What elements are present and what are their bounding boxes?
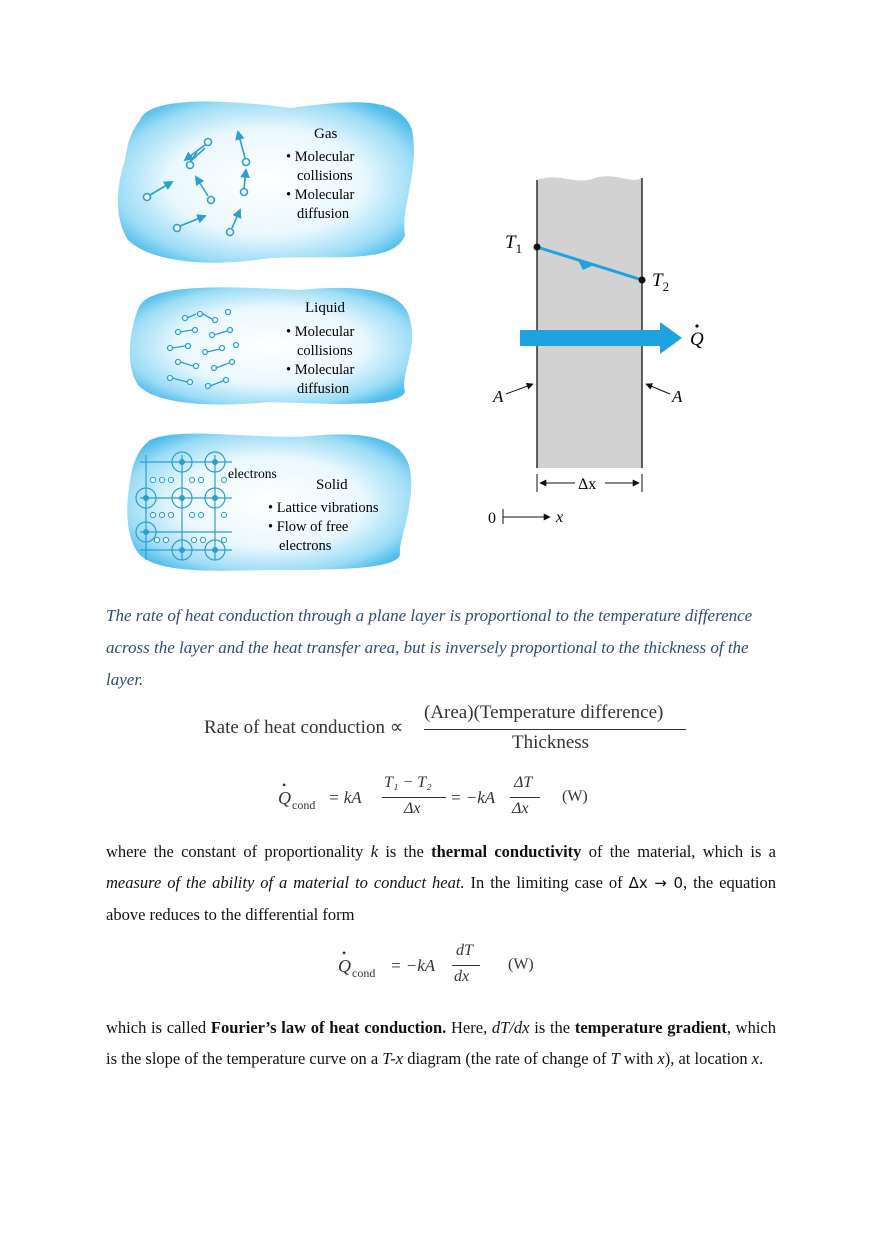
- eq2-eq-a: = kA: [328, 788, 362, 807]
- eq2-unit: (W): [562, 788, 588, 805]
- liquid-bullet-3: • Molecular: [286, 362, 355, 378]
- solid-electrons-label: electrons: [228, 466, 277, 481]
- eq3-num: dT: [456, 942, 473, 959]
- gas-blob: [118, 101, 414, 262]
- solid-bullet-2: • Flow of free: [268, 519, 349, 535]
- liquid-title: Liquid: [305, 300, 345, 316]
- term-fourier-law: Fourier’s law of heat conduction.: [210, 1018, 447, 1037]
- eq2-frac2-num: ΔT: [514, 774, 533, 791]
- gas-bullet-2: collisions: [297, 168, 353, 184]
- definition-thermal-conductivity: measure of the ability of a material to conduct heat.: [106, 873, 465, 892]
- heat-conduction-figure: [0, 0, 880, 600]
- plane-wall-diagram: [488, 176, 704, 527]
- q-dot-label: Q: [690, 329, 704, 350]
- symbol-k: k: [370, 842, 379, 861]
- gas-bullet-4: diffusion: [297, 206, 350, 222]
- area-label-right: A: [672, 387, 683, 406]
- eq2-q-sub: cond: [292, 798, 316, 812]
- equation-fourier-law: • Q cond = −kA dT dx (W): [338, 942, 534, 985]
- solid-bullet-1: • Lattice vibrations: [268, 500, 379, 516]
- area-label-left: A: [493, 387, 504, 406]
- liquid-bullet-1: • Molecular: [286, 324, 355, 340]
- equation-conduction-rate: • Q cond = kA T₁ − T₂ Δx = −kA ΔT Δx (W): [278, 774, 588, 817]
- solid-bullet-3: electrons: [279, 538, 332, 554]
- origin-label: 0: [488, 510, 496, 527]
- eq1-numerator: (Area)(Temperature difference): [424, 702, 664, 723]
- solid-title: Solid: [316, 477, 348, 493]
- term-thermal-conductivity: thermal conductivity: [431, 842, 582, 861]
- wall-slab: [537, 176, 642, 468]
- gas-panel: [118, 101, 414, 262]
- liquid-bullet-4: diffusion: [297, 381, 350, 397]
- gas-bullet-3: • Molecular: [286, 187, 355, 203]
- gas-bullet-1: • Molecular: [286, 149, 355, 165]
- eq2-frac1-den: Δx: [404, 800, 421, 817]
- eq2-frac1-num: T₁ − T₂: [384, 774, 432, 791]
- eq2-frac2-den: Δx: [512, 800, 529, 817]
- term-temperature-gradient: temperature gradient: [574, 1018, 727, 1037]
- eq1-fraction-bar: [424, 729, 686, 730]
- eq3-q: Q: [338, 956, 351, 976]
- limit-expression: Δx → 0: [628, 874, 683, 892]
- t1-label: $T_1$: [505, 232, 523, 256]
- eq3-q-sub: cond: [352, 966, 376, 980]
- figure-caption: The rate of heat conduction through a plane layer is proportional to the temperature difference across the layer and the heat transfer area, but is inversely proportional to the thickness of the layer.: [106, 606, 753, 689]
- eq3-den: dx: [454, 968, 470, 985]
- x-axis-label: x: [556, 509, 564, 526]
- eq3-unit: (W): [508, 956, 534, 973]
- eq1-denominator: Thickness: [512, 732, 590, 753]
- equation-proportionality: [204, 700, 694, 760]
- liquid-panel: [130, 287, 412, 404]
- solid-panel: [127, 434, 411, 571]
- dx-label: Δx: [578, 476, 597, 493]
- t2-label: $T_2$: [652, 270, 670, 294]
- eq2-q: Q: [278, 788, 291, 808]
- eq2-eq-b: = −kA: [450, 788, 496, 807]
- gas-title: Gas: [314, 126, 338, 142]
- paragraph-fourier-law: which is called Fourier’s law of heat conduction. Here, dT/dx is the temperature gradient, which is the slope of the temperature curve on a T-x diagram (the rate of change of T with x), at location x.: [106, 1018, 777, 1068]
- eq1-lhs: Rate of heat conduction ∝: [204, 717, 404, 738]
- eq3-eq-a: = −kA: [390, 956, 436, 975]
- liquid-bullet-2: collisions: [297, 343, 353, 359]
- paragraph-thermal-conductivity: where the constant of proportionality k is the thermal conductivity of the material, which is a measure of the ability of a material to conduct heat. In the limiting case of Δx → 0, the equation above reduces to the differential form: [106, 842, 777, 924]
